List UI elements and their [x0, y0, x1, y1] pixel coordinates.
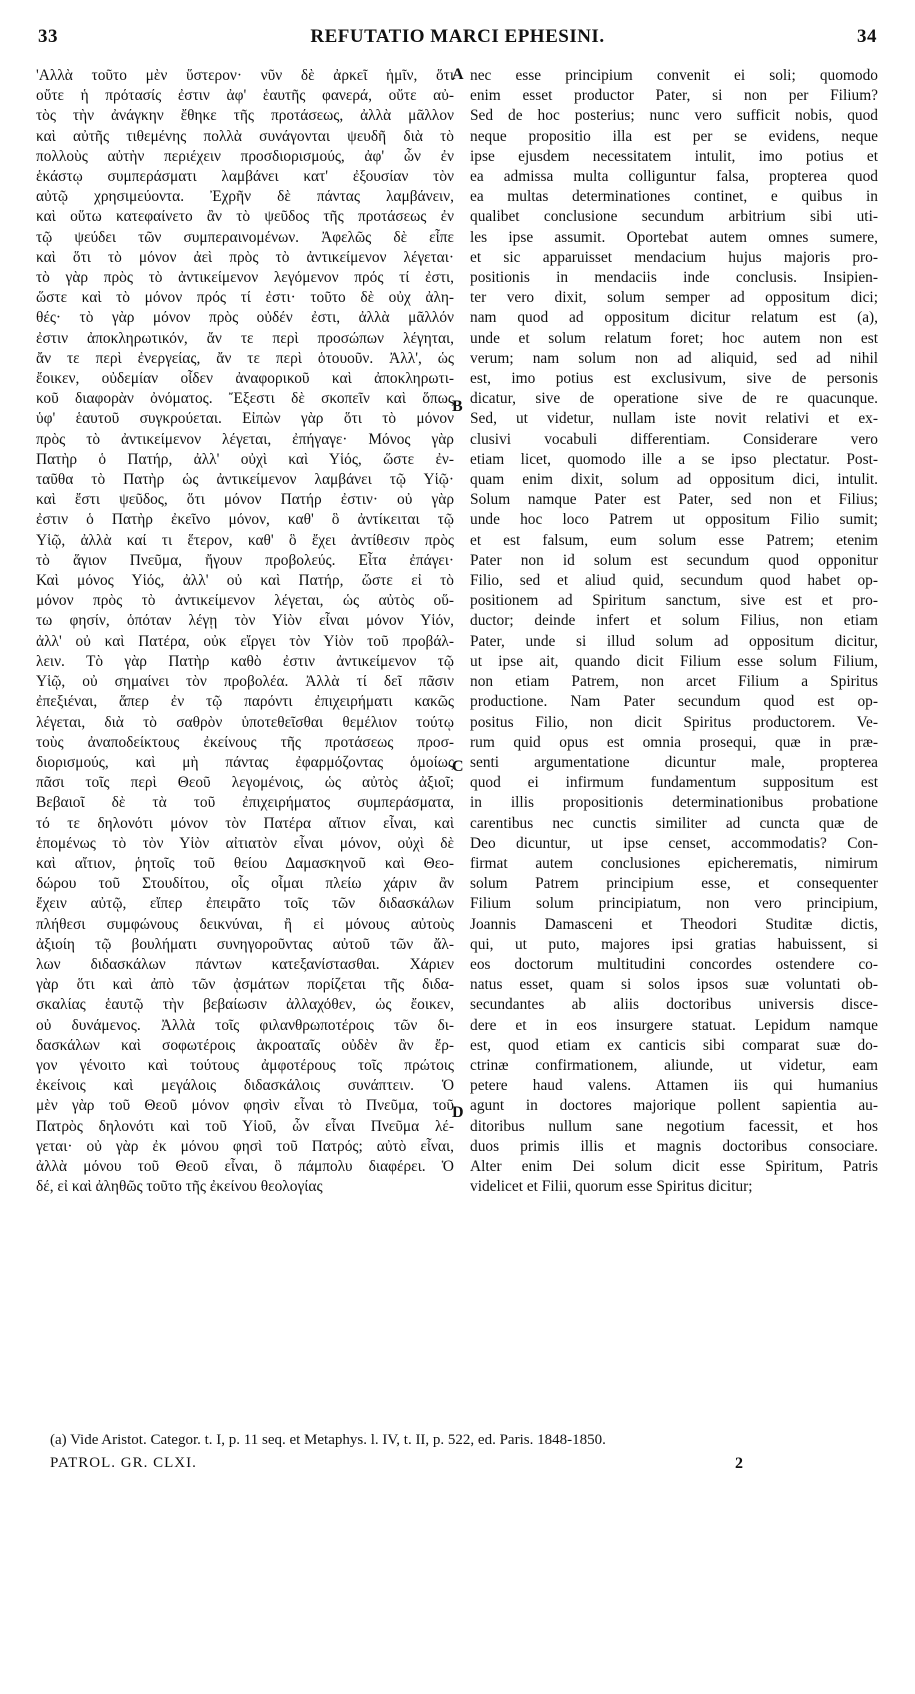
latin-text-line: qui, ut puto, majores ipsi gratias habuissent, si [470, 935, 878, 953]
section-marker-d: D [452, 1104, 464, 1121]
greek-text-line: Υἱῷ, ἀλλὰ καί τι ἕτερον, καθ' ὃ ἔχει ἀντίθεσιν πρὸς [36, 531, 454, 549]
greek-text-line: πᾶσι τοῖς περὶ Θεοῦ λεγομένοις, ὡς αὐτὸς ἀξιοῖ; [36, 774, 454, 792]
latin-text-line: enim esset productor Pater, si non per Filium? [470, 87, 878, 105]
section-marker-b: B [452, 398, 463, 415]
footer-signature: PATROL. GR. CLXI. [50, 1455, 197, 1471]
latin-text-line: et est falsum, eum solum esse Patrem; etenim [470, 531, 878, 549]
greek-text-line: θές· τὸ γὰρ μόνον πρὸς οὐδέν ἐστι, ἀλλὰ μᾶλλόν [36, 309, 454, 327]
greek-text-line: Πατρὸς δηλονότι καὶ τοῦ Υἱοῦ, ὧν εἶναι Πνεῦμα λέ- [36, 1117, 454, 1135]
greek-text-line: ἑκάστῳ συμπεράσματι λαμβάνει κατ' ἐξουσίαν τὸν [36, 168, 454, 186]
latin-text-line: ditoribus nullum sane negotium facessit, et hos [470, 1117, 878, 1135]
latin-text-line: est, quod etiam ex canticis sibi comparat suæ do- [470, 1036, 878, 1054]
greek-text-line: κοῦ διαφορὰν ὀνόματος. Ἔξεστι δὲ σκοπεῖν καὶ ὅπως [36, 390, 454, 408]
greek-text-line: τω φησίν, ὁπόταν λέγῃ τὸν Υἱὸν εἶναι μόνον Υἱόν, [36, 612, 454, 630]
latin-text-line: Deo dicuntur, ut ipse censet, accommodatis? Con- [470, 834, 878, 852]
greek-text-line: τὸ γὰρ πρὸς τὸ ἀντικείμενον λεγόμενον πρός τί ἐστι, [36, 269, 454, 287]
latin-text-line: dere et in eos insurgere statuat. Lepidum namque [470, 1016, 878, 1034]
latin-text-line: Pater, unde si illud solum ad oppositum dicitur, [470, 632, 878, 650]
latin-text-line: non etiam Patrem, non arcet Filium a Spiritus [470, 673, 878, 691]
latin-text-line: unde et solum relatum foret; hoc autem non est [470, 329, 878, 347]
latin-text-line: les ipse assumit. Oportebat autem omnes sumere, [470, 228, 878, 246]
latin-text-line: carentibus nec cunctis similiter ad cuncta quæ de [470, 814, 878, 832]
latin-text-line: duos primis illis et magnis doctoribus consociare. [470, 1137, 878, 1155]
running-title: REFUTATIO MARCI EPHESINI. [310, 26, 605, 47]
greek-column [36, 66, 454, 1694]
greek-text-line: δέ, εἰ καὶ ἀληθῶς τοῦτο τῆς ἐκείνου θεολογίας [36, 1178, 323, 1196]
latin-text-line: natus esset, quam si solos ipsos suæ voluntati ob- [470, 976, 878, 994]
greek-text-line: ἀξιοίη τῷ βουλήματι συνηγοροῦντας αὐτοῦ τῶν ἄλ- [36, 935, 454, 953]
latin-text-line: ter vero dixit, solum semper ad oppositum dici; [470, 289, 878, 307]
greek-text-line: ἔχειν αὐτῷ, εἴπερ ἐπειρᾶτο τοῖς τῶν διδασκάλων [36, 895, 454, 913]
greek-text-line: γον γένοιτο καὶ τούτους ἀμφοτέρους τοῖς πρώτοις [36, 1056, 454, 1074]
greek-text-line: ἐστιν ἀποκληρωτικόν, ἄν τε περὶ προσώπων λέγηται, [36, 329, 454, 347]
greek-text-line: λων διδασκάλων πάντων κατεξανίστασθαι. Χάριεν [36, 955, 454, 973]
latin-text-line: ea multas determinationes continet, e quibus in [470, 188, 878, 206]
latin-text-line: dicatur, sive de operatione sive de re quacunque. [470, 390, 878, 408]
greek-text-line: πολλοὺς αὐτὴν περιέχειν προσδιορισμούς, ἀφ' ὧν ἐν [36, 147, 454, 165]
greek-text-line: ὥστε καὶ τὸ μόνον πρός τί ἐστι· τοῦτο δὲ οὐχ ἀλη- [36, 289, 454, 307]
greek-text-line: μόνον πρὸς τὸ ἀντικείμενον λέγεται, ὡς αὐτὸς οὕ- [36, 592, 454, 610]
latin-text-line: clusivi vocabuli differentiam. Considerare vero [470, 430, 878, 448]
greek-text-line: διορισμούς, καὶ μὴ πάντας ἐφαρμόζοντας ὁμοίως [36, 753, 454, 771]
latin-text-line: solum Patrem principium esse, et consequenter [470, 875, 878, 893]
latin-text-line: unde hoc loco Patrem ut oppositum Filio sumit; [470, 511, 878, 529]
greek-text-line: καὶ αὐτῆς τιθεμένης πολλὰ συνάγονται ψευδῆ διὰ τὸ [36, 127, 454, 145]
section-marker-c: C [452, 758, 464, 775]
latin-text-line: nec esse principium convenit ei soli; quomodo [470, 67, 878, 84]
greek-text-line: γεται· οὐ γὰρ ἐκ μόνου φησὶ τοῦ Πατρός; αὐτὸ εἶναι, [36, 1137, 454, 1155]
footnote: (a) Vide Aristot. Categor. t. I, p. 11 seq. et Metaphys. l. IV, t. II, p. 522, ed. Paris. 1848-1850. [50, 1432, 606, 1448]
latin-text-line: ea admissa multa colliguntur falsa, propterea quod [470, 168, 878, 186]
greek-text-line: Υἱῷ, οὐ σημαίνει τὸν προβολέα. Ἀλλὰ τί δεῖ πᾶσιν [36, 673, 454, 691]
greek-text-line: τό τε δηλονότι μόνον τὸν Πατέρα αἴτιον εἶναι, καὶ [36, 814, 454, 832]
section-marker-a: A [452, 66, 464, 83]
latin-text-line: ctrinæ confirmationem, aliunde, ut videtur, eam [470, 1056, 878, 1074]
latin-text-line: positionis in mendaciis inde conclusis. Insipien- [470, 269, 878, 287]
greek-text-line: τὸς τὴν ἀνάγκην ἔθηκε τῆς προτάσεως, ἀλλὰ μᾶλλον [36, 107, 454, 125]
latin-text-line: eos doctorum multitudini concordes ostendere co- [470, 955, 878, 973]
greek-text-line: λειν. Τὸ γὰρ Πατὴρ καθὸ ἐστιν ἀντικείμενον τῷ [36, 652, 454, 670]
latin-text-line: positionem ad Spiritum sanctum, sive est et pro- [470, 592, 878, 610]
latin-text-line: quod ei infirmum fundamentum suppositum est [470, 774, 878, 792]
latin-text-line: petere haud valens. Attamen iis qui humanius [470, 1077, 878, 1095]
page-number-left: 33 [38, 26, 58, 47]
latin-text-line: Sed de hoc posterius; nunc vero sufficit nobis, quod [470, 107, 878, 125]
greek-text-line: τῷ ψεύδει τῶν συμπεραινομένων. Ἀφελῶς δὲ εἶπε [36, 228, 454, 246]
greek-text-line: οὐ δυνάμενος. Ἀλλὰ τοῖς φιλανθρωποτέροις τῶν δι- [36, 1016, 454, 1034]
latin-text-line: videlicet et Filii, quorum esse Spiritus dicitur; [470, 1178, 753, 1196]
latin-text-line: rum quid opus est omnia prosequi, quæ in præ- [470, 733, 878, 751]
running-header [38, 20, 877, 50]
greek-text-line: ἀλλ' οὐ καὶ Πατέρα, οὐκ εἴργει τὸν Υἱὸν τοῦ προβάλ- [36, 632, 454, 650]
greek-text-line: ἐπεξιέναι, ἅπερ ἐν τῷ παρόντι ἐπιχειρήματι κακῶς [36, 693, 454, 711]
greek-text-line: ἄν τε περὶ ἐνεργείας, ἄν τε περὶ ὁτουοῦν. Ἀλλ', ὡς [36, 349, 454, 367]
latin-text-line: Sed, ut videtur, nullam iste novit relativi et ex- [470, 410, 878, 428]
greek-text-line: καὶ ἔστι ψεῦδος, ὅτι μόνον Πατήρ ἐστιν· οὐ γὰρ [36, 491, 454, 509]
latin-text-line: ductor; deinde infert et solum Filius, non etiam [470, 612, 878, 630]
latin-text-line: Joannis Damasceni et Theodori Studitæ dictis, [470, 915, 878, 933]
latin-text-line: etiam licet, quomodo ille a se ipso plectatur. Post- [470, 450, 878, 468]
greek-text-line: αὐτῷ χρησιμεύοντα. Ἐχρῆν δὲ πάντας λαμβάνειν, [36, 188, 454, 206]
greek-text-line: σκαλίας ἑαυτῷ τὴν βεβαίωσιν ἀλλαχόθεν, ὡς ἔοικεν, [36, 996, 454, 1014]
latin-text-line: agunt in doctores majorique pollent sapientia au- [470, 1097, 878, 1115]
latin-column [470, 66, 878, 1694]
greek-text-line: ἔοικεν, οὐδεμίαν οἶδεν ἀναφορικοῦ καὶ ἀποκληρωτι- [36, 370, 454, 388]
latin-text-line: productione. Nam Pater secundum quod est op- [470, 693, 878, 711]
greek-text-line: τοὺς ἀναποδείκτους ἐκείνους τῆς προτάσεως προσ- [36, 733, 454, 751]
greek-text-line: ὑφ' ἑαυτοῦ συγκρούεται. Εἰπὼν γὰρ ὅτι τὸ μόνον [36, 410, 454, 428]
latin-text-line: firmat autem conclusiones epicherematis, nimirum [470, 854, 878, 872]
latin-text-line: ut ipse ait, quando dicit Filium esse solum Filium, [470, 652, 878, 670]
greek-text-line: πλήθεσι συμφώνους δεικνύναι, ἢ εἰ μόνους αὐτοὺς [36, 915, 454, 933]
latin-text-line: qualibet conclusione secundum arbitrium sibi uti- [470, 208, 878, 226]
greek-text-line: Βεβαιοῖ δὲ τὰ τοῦ ἐπιχειρήματος συμπεράσματα, [36, 794, 454, 812]
latin-text-line: Filio, sed et aliud quid, secundum quod habet op- [470, 572, 878, 590]
greek-text-line: ἀλλὰ μόνου τοῦ Θεοῦ εἶναι, ὃ πάμπολυ διαφέρει. Ὁ [36, 1157, 454, 1175]
greek-text-line: ἑπομένως τὸ τὸν Υἱὸν αἰτιατὸν εἶναι μόνον, οὐχὶ δὲ [36, 834, 454, 852]
greek-text-line: λέγεται, διὰ τὸ σαθρὸν ὑποτεθεῖσθαι θεμέλιον τούτῳ [36, 713, 454, 731]
latin-text-line: senti argumentatione dicuntur male, propterea [470, 753, 878, 771]
greek-text-line: καὶ αἴτιον, ῥητοῖς τοῦ θείου Δαμασκηνοῦ καὶ Θεο- [36, 854, 454, 872]
greek-text-line: ταῦθα τὸ Πατὴρ ὡς ἀντικείμενον λαμβάνει τῷ Υἱῷ· [36, 471, 454, 489]
greek-text-line: δασκάλων καὶ σοφωτέροις ἀκροαταῖς οὐδὲν ἂν ἔρ- [36, 1036, 454, 1054]
latin-text-line: verum; nam solum non ad aliquid, sed ad nihil [470, 349, 878, 367]
greek-text-line: Πατὴρ ὁ Πατήρ, ἀλλ' οὐχὶ καὶ Υἱός, ὥστε ἐν- [36, 450, 454, 468]
greek-text-line: καὶ ὅτι τὸ μόνον ἀεὶ πρὸς τὸ ἀντικείμενον λέγεται· [36, 248, 454, 266]
greek-text-line: γὰρ ὅτι καὶ ἀπὸ τῶν ᾀσμάτων πορίζεται τῆς διδα- [36, 976, 454, 994]
greek-text-line: μὲν γὰρ τοῦ Θεοῦ μόνον φησὶν εἶναι τὸ Πνεῦμα, τοῦ [36, 1097, 454, 1115]
latin-text-line: ipse ejusdem necessitatem intulit, imo potius et [470, 147, 878, 165]
greek-text-line: οὔτε ἡ πρότασίς ἐστιν ἀφ' ἑαυτῆς φανερά, οὔτε αὐ- [36, 87, 454, 105]
greek-text-line: δώρου τοῦ Στουδίτου, οἷς οἶμαι πλείω χάριν ἂν [36, 875, 454, 893]
latin-text-line: Filium solum principiatum, non vero principium, [470, 895, 878, 913]
latin-text-line: quam enim dixit, solum ad oppositum dici, intulit. [470, 471, 878, 489]
latin-text-line: secundantes ab aliis doctoribus universis disce- [470, 996, 878, 1014]
greek-text-line: τὸ ἅγιον Πνεῦμα, ἤγουν προβολεύς. Εἶτα ἐπάγει· [36, 551, 454, 569]
latin-text-line: neque propositio illa est per se evidens, neque [470, 127, 878, 145]
page-number-right: 34 [857, 26, 877, 47]
greek-text-line: ἐστιν ὁ Πατὴρ ἐκεῖνο μόνον, καθ' ὃ ἀντίκειται τῷ [36, 511, 454, 529]
latin-text-line: Alter enim Dei solum dicit esse Spiritum, Patris [470, 1157, 878, 1175]
footer-sheet-number: 2 [735, 1455, 743, 1472]
greek-text-line: Καὶ μόνος Υἱός, ἀλλ' οὐ καὶ Πατήρ, ὥστε εἰ τὸ [36, 572, 454, 590]
latin-text-line: nam quod ad oppositum dicitur relatum est (a), [470, 309, 878, 327]
greek-text-line: καὶ οὕτω κατεφαίνετο ἂν τὸ ψεῦδος τῆς προτάσεως ἐν [36, 208, 454, 226]
latin-text-line: est, imo potius est exclusivum, sive de personis [470, 370, 878, 388]
latin-text-line: in illis propositionis determinationibus probatione [470, 794, 878, 812]
greek-text-line: 'Αλλὰ τοῦτο μὲν ὕστερον· νῦν δὲ ἀρκεῖ ἡμῖν, ὅτι [36, 67, 454, 84]
latin-text-line: positus Filio, non dicit Spiritus productorem. Ve- [470, 713, 878, 731]
latin-text-line: Pater non id solum est secundum quod opponitur [470, 551, 878, 569]
greek-text-line: πρὸς τὸ ἀντικείμενον λέγεται, ἐπήγαγε· Μόνος γὰρ [36, 430, 454, 448]
greek-text-line: ἐκείνοις καὶ μεγάλοις διδασκάλοις συνάπτειν. Ὁ [36, 1077, 454, 1095]
latin-text-line: et sic apparuisset mendacium hujus majoris pro- [470, 248, 878, 266]
latin-text-line: Solum namque Pater est Pater, sed non et Filius; [470, 491, 878, 509]
